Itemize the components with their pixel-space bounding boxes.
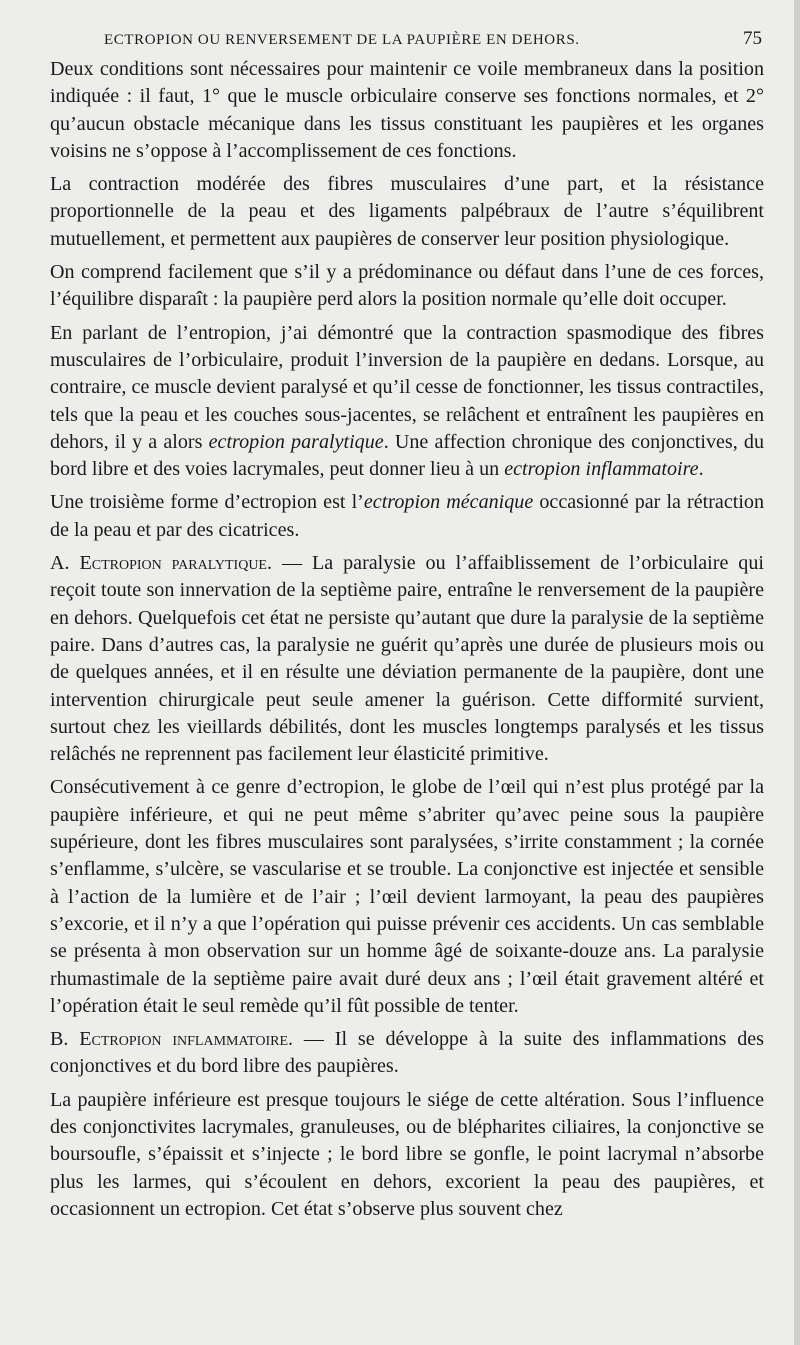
paragraph-6-text: — La paralysie ou l’affaiblissement de l’orbiculaire qui reçoit toute son innervation de la septième paire, entraîne le renversement de la paupière en dehors. Quelquefois cet état ne persiste qu’autant que dure la paralysie de la septième paire. Dans d’autres cas, la paralysie ne guérit qu’après une durée de plusieurs mois ou de quelques années, et il en résulte une déviation permanente de la paupière, dont une intervention chirurgicale peut seule amener la guérison. Cette difformité survient, surtout chez les vieillards débilités, dont les muscles longtemps paralysés et les tissus relâchés ne reprennent pas facilement leur élasticité primitive. (50, 552, 764, 766)
section-heading-b: B. Ectropion inflammatoire. (50, 1028, 294, 1051)
paragraph-5 (50, 489, 764, 544)
running-head (104, 28, 762, 56)
paragraph-4-end: . (698, 458, 704, 481)
section-heading-a: A. Ectropion paralytique. (50, 552, 273, 575)
paragraph-5-text: Une troisième forme d’ectropion est l’ (50, 491, 364, 514)
paragraph-8-text: — Il se développe à la suite des inflammations des conjonctives et du bord libre des paupières. (50, 1028, 764, 1078)
term-ectropion-paralytique: ectropion paralytique (208, 430, 384, 453)
paragraph-4 (50, 320, 764, 484)
paragraph-4-text-cont: . Une affection chronique des conjonctives, du bord libre et des voies lacrymales, peut donner lieu à un (50, 430, 765, 481)
paragraph-4-text: En parlant de l’entropion, j’ai démontré que la contraction spasmodique des fibres musculaires de l’orbiculaire, produit l’inversion de la paupière en dedans. Lorsque, au contraire, ce muscle devient paralysé et qu’il cesse de fonctionner, les tissus contractiles, tels que la peau et les couches sous-jacentes, se relâchent et entraînent les paupières en dehors, il y a alors (50, 321, 764, 453)
paragraph-8 (50, 1026, 764, 1081)
paragraph-1: Deux conditions sont nécessaires pour maintenir ce voile membraneux dans la position indiquée : il faut, 1° que le muscle orbiculaire conserve ses fonctions normales, et 2° qu’aucun obstacle mécanique dans les tissus constituant les paupières et les organes voisins ne s’oppose à l’accomplissement de ces fonctions. (50, 58, 764, 162)
paragraph-5-end: occasionné par la rétraction de la peau et par des cicatrices. (50, 491, 765, 541)
term-ectropion-inflammatoire: ectropion inflammatoire (504, 458, 699, 481)
paragraph-6 (50, 550, 764, 768)
paragraph-2: La contraction modérée des fibres musculaires d’une part, et la résistance proportionnelle de la peau et des ligaments palpébraux de l’autre s’équilibrent mutuellement, et permettent aux paupières de conserver leur position physiologique. (50, 173, 764, 250)
paragraph-7: Consécutivement à ce genre d’ectropion, le globe de l’œil qui n’est plus protégé par la paupière inférieure, et qui ne peut même s’abriter qu’avec peine sous la paupière supérieure, dont les fibres musculaires sont paralysées, s’irrite constamment ; la cornée s’enflamme, s’ulcère, se vascularise et se trouble. La conjonctive est injectée et sensible à l’action de la lumière et de l’air ; l’œil devient larmoyant, la peau des paupières s’excorie, et il n’y a que l’opération qui puisse prévenir ces accidents. Un cas semblable se présenta à mon observation sur un homme âgé de soixante-douze ans. La paralysie rhumastimale de la septième paire avait duré deux ans ; l’œil était gravement altéré et l’opération était le seul remède qu’il fût possible de tenter. (50, 776, 764, 1017)
paragraph-9: La paupière inférieure est presque toujours le siége de cette altération. Sous l’influence des conjonctivites lacrymales, granuleuses, ou de blépharites ciliaires, la conjonctive se boursoufle, s’épaissit et s’injecte ; le bord libre se gonfle, le point lacrymal n’absorbe plus les larmes, qui s’écoulent en dehors, excorient la peau des paupières, et occasionnent un ectropion. Cet état s’observe plus souvent chez (50, 1088, 764, 1220)
term-ectropion-mecanique: ectropion mécanique (363, 491, 534, 514)
page-number: 75 (743, 28, 762, 49)
running-title: ECTROPION OU RENVERSEMENT DE LA PAUPIÈRE EN DEHORS. (104, 32, 580, 48)
body-text (50, 56, 764, 1223)
paragraph-3: On comprend facilement que s’il y a prédominance ou défaut dans l’une de ces forces, l’équilibre disparaît : la paupière perd alors la position normale qu’elle doit occuper. (50, 261, 764, 311)
